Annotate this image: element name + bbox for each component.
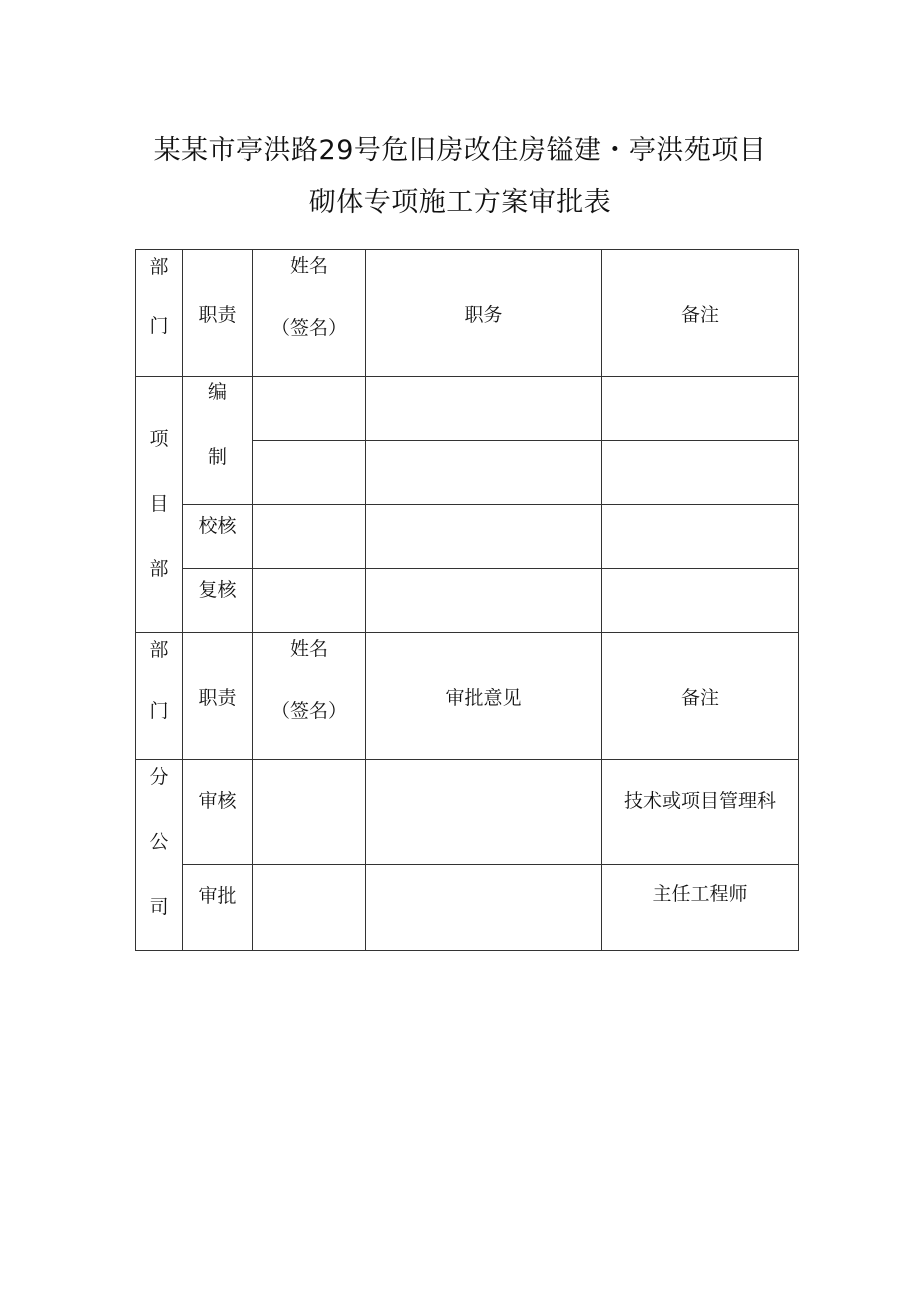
dept-header-cell bbox=[136, 250, 183, 377]
approve-role-cell bbox=[183, 865, 253, 951]
recheck-role-cell bbox=[183, 569, 253, 633]
approve-role: 审批 bbox=[198, 885, 237, 907]
remarks-header-cell bbox=[602, 633, 799, 760]
check-role-cell bbox=[183, 505, 253, 569]
table-row bbox=[136, 633, 799, 760]
remarks-field[interactable] bbox=[602, 569, 799, 633]
signature-field[interactable] bbox=[253, 505, 366, 569]
duty-header: 职责 bbox=[198, 303, 237, 326]
compile-role-cell bbox=[183, 377, 253, 505]
remarks-field[interactable] bbox=[602, 505, 799, 569]
approve-remark: 主任工程师 bbox=[652, 883, 748, 905]
name-header-cell bbox=[253, 633, 366, 760]
compile-role-char: 编 bbox=[207, 381, 227, 403]
remarks-header-cell bbox=[602, 250, 799, 377]
project-dept-char: 项 bbox=[149, 428, 169, 450]
table-row bbox=[136, 377, 799, 441]
position-field[interactable] bbox=[366, 505, 602, 569]
duty-header-cell bbox=[183, 633, 253, 760]
table-row bbox=[136, 569, 799, 633]
position-header-cell bbox=[366, 250, 602, 377]
remarks-header: 备注 bbox=[680, 686, 719, 709]
signature-field[interactable] bbox=[253, 865, 366, 951]
table-row bbox=[136, 865, 799, 951]
dept-header-char: 部 bbox=[149, 639, 169, 661]
duty-header-cell bbox=[183, 250, 253, 377]
name-header: 姓名 bbox=[289, 255, 328, 277]
opinion-field[interactable] bbox=[366, 760, 602, 865]
signature-field[interactable] bbox=[253, 569, 366, 633]
table-row bbox=[136, 250, 799, 377]
remarks-header: 备注 bbox=[680, 303, 719, 326]
opinion-header: 审批意见 bbox=[445, 686, 522, 709]
position-field[interactable] bbox=[366, 569, 602, 633]
branch-dept-char: 公 bbox=[149, 831, 169, 853]
signature-field[interactable] bbox=[253, 441, 366, 505]
dept-header-cell bbox=[136, 633, 183, 760]
position-header: 职务 bbox=[464, 303, 503, 326]
name-header-cell bbox=[253, 250, 366, 377]
dept-header-char: 部 bbox=[149, 256, 169, 278]
branch-dept-char: 分 bbox=[149, 766, 169, 788]
project-dept-cell bbox=[136, 377, 183, 633]
position-field[interactable] bbox=[366, 377, 602, 441]
signature-header: （签名） bbox=[270, 317, 347, 339]
signature-header: （签名） bbox=[270, 700, 347, 722]
opinion-header-cell bbox=[366, 633, 602, 760]
review-remark: 技术或项目管理科 bbox=[623, 790, 776, 812]
branch-dept-char: 司 bbox=[149, 896, 169, 918]
recheck-role: 复核 bbox=[198, 579, 237, 601]
check-role: 校核 bbox=[198, 515, 237, 537]
document-subtitle: 砌体专项施工方案审批表 bbox=[308, 187, 612, 218]
position-field[interactable] bbox=[366, 441, 602, 505]
project-dept-char: 目 bbox=[149, 493, 169, 515]
name-header: 姓名 bbox=[289, 638, 328, 660]
review-remark-cell bbox=[602, 760, 799, 865]
dept-header-char: 门 bbox=[149, 700, 169, 722]
opinion-field[interactable] bbox=[366, 865, 602, 951]
approval-table bbox=[135, 249, 799, 951]
compile-role-char: 制 bbox=[207, 446, 227, 468]
review-role: 审核 bbox=[198, 790, 237, 812]
table-row bbox=[136, 505, 799, 569]
document-title: 某某市亭洪路29号危旧房改住房镒建・亭洪苑项目 bbox=[153, 135, 767, 166]
project-dept-char: 部 bbox=[149, 558, 169, 580]
table-row bbox=[136, 760, 799, 865]
duty-header: 职责 bbox=[198, 686, 237, 709]
branch-dept-cell bbox=[136, 760, 183, 951]
signature-field[interactable] bbox=[253, 760, 366, 865]
approve-remark-cell bbox=[602, 865, 799, 951]
signature-field[interactable] bbox=[253, 377, 366, 441]
dept-header-char: 门 bbox=[149, 315, 169, 337]
remarks-field[interactable] bbox=[602, 377, 799, 441]
remarks-field[interactable] bbox=[602, 441, 799, 505]
review-role-cell bbox=[183, 760, 253, 865]
